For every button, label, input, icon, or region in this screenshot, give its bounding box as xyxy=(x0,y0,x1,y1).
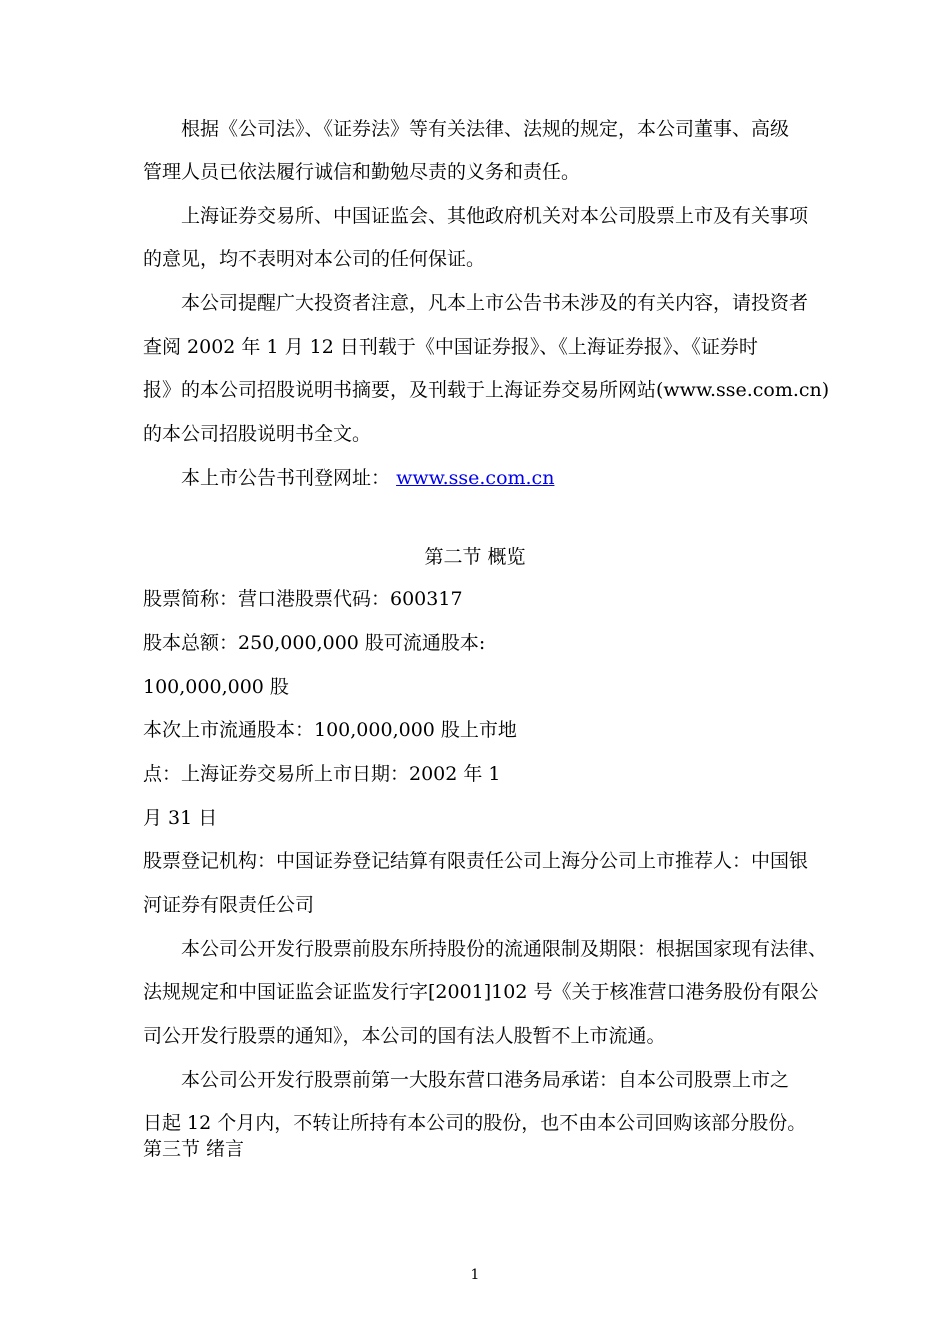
paragraph-line: 司公开发行股票的通知》，本公司的国有法人股暂不上市流通。 xyxy=(143,1025,666,1047)
paragraph-line: 管理人员已依法履行诚信和勤勉尽责的义务和责任。 xyxy=(143,161,581,183)
paragraph-line: 本公司公开发行股票前第一大股东营口港务局承诺：自本公司股票上市之 xyxy=(181,1069,790,1091)
overview-line: 股票简称：营口港股票代码：600317 xyxy=(143,588,463,610)
paragraph-line: 日起 12 个月内，不转让所持有本公司的股份，也不由本公司回购该部分股份。 xyxy=(143,1112,807,1134)
paragraph-line: 报》的本公司招股说明书摘要，及刊载于上海证券交易所网站(www.sse.com.cn) xyxy=(143,379,830,401)
website-link[interactable]: www.sse.com.cn xyxy=(396,467,555,489)
website-label: 本上市公告书刊登网址： xyxy=(181,467,391,489)
overview-line: 本次上市流通股本：100,000,000 股上市地 xyxy=(143,719,517,741)
paragraph-line: 的意见，均不表明对本公司的任何保证。 xyxy=(143,248,486,270)
section-title-introduction: 第三节 绪言 xyxy=(143,1138,245,1160)
section-title-overview: 第二节 概览 xyxy=(424,546,526,568)
page-number: 1 xyxy=(470,1267,480,1283)
paragraph-line: 上海证券交易所、中国证监会、其他政府机关对本公司股票上市及有关事项 xyxy=(181,205,809,227)
paragraph-line: 的本公司招股说明书全文。 xyxy=(143,423,372,445)
paragraph-line: 法规规定和中国证监会证监发行字[2001]102 号《关于核准营口港务股份有限公 xyxy=(143,981,819,1003)
overview-line: 月 31 日 xyxy=(143,807,218,829)
overview-line: 100,000,000 股 xyxy=(143,676,289,698)
overview-line: 点：上海证券交易所上市日期：2002 年 1 xyxy=(143,763,501,785)
paragraph-line: 本公司提醒广大投资者注意，凡本上市公告书未涉及的有关内容，请投资者 xyxy=(181,292,809,314)
paragraph-line: 根据《公司法》、《证券法》等有关法律、法规的规定，本公司董事、高级 xyxy=(181,118,790,140)
overview-line: 股票登记机构：中国证券登记结算有限责任公司上海分公司上市推荐人：中国银 xyxy=(143,850,809,872)
paragraph-line: 本公司公开发行股票前股东所持股份的流通限制及期限：根据国家现有法律、 xyxy=(181,938,828,960)
overview-line: 股本总额：250,000,000 股可流通股本: xyxy=(143,632,486,654)
website-line xyxy=(181,466,554,490)
paragraph-line: 查阅 2002 年 1 月 12 日刊载于《中国证券报》、《上海证券报》、《证券时 xyxy=(143,336,758,358)
overview-line: 河证券有限责任公司 xyxy=(143,894,315,916)
